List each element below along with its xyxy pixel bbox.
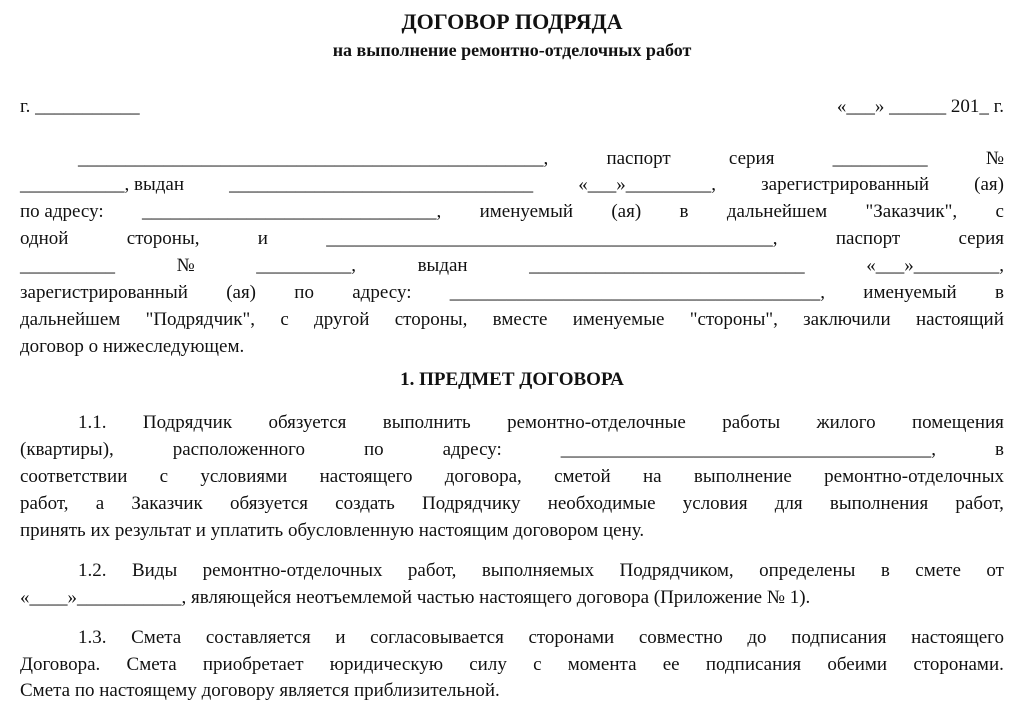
- word: работ,: [955, 493, 1004, 514]
- clause-1-3-line-3: Смета по настоящему договору является приблизительной.: [20, 680, 500, 701]
- word: _______________________________________________,: [326, 228, 778, 249]
- clause-1-1-line-1: [78, 410, 1004, 436]
- word: зарегистрированный: [761, 174, 930, 195]
- clause-1-2-line-1: [78, 558, 1004, 584]
- word: (ая): [974, 174, 1004, 195]
- document-title: ДОГОВОР ПОДРЯДА: [401, 9, 623, 34]
- word: определены: [759, 560, 856, 581]
- word: «___»_________,: [866, 255, 1004, 276]
- clause-1-3-line-1: [78, 625, 1004, 651]
- clause-1-1-line-3: [20, 464, 1004, 490]
- word: "стороны",: [689, 309, 778, 330]
- word: в: [995, 282, 1004, 303]
- word: Виды: [131, 560, 178, 581]
- word: "Заказчик",: [865, 201, 958, 222]
- word: именуемый: [479, 201, 574, 222]
- word: __________,: [256, 255, 357, 276]
- word: в: [994, 439, 1004, 460]
- word: Подрядчиком,: [619, 560, 734, 581]
- word: ремонтно-отделочных: [202, 560, 383, 581]
- word: соответствии: [20, 466, 128, 487]
- word: юридическую: [329, 654, 444, 675]
- word: смете: [915, 560, 961, 581]
- parties-line-6: [20, 280, 1004, 306]
- word: по: [363, 439, 384, 460]
- word: выполнения: [829, 493, 929, 514]
- word: договора,: [444, 466, 522, 487]
- word: _______________________________________,: [560, 439, 936, 460]
- word: сторонами: [528, 627, 615, 648]
- word: условия: [682, 493, 748, 514]
- word: с: [995, 201, 1004, 222]
- word: стороны,: [126, 228, 200, 249]
- word: _______________________________,: [141, 201, 442, 222]
- word: обязуется: [268, 412, 347, 433]
- word: работ,: [407, 560, 457, 581]
- parties-line-8: договор о нижеследующем.: [20, 336, 245, 357]
- word: ________________________________: [229, 174, 534, 195]
- word: 1.1.: [78, 412, 107, 433]
- word: "Подрядчик",: [145, 309, 256, 330]
- word: выдан: [417, 255, 468, 276]
- word: Договора.: [20, 654, 101, 675]
- word: Смета: [126, 654, 177, 675]
- word: заключили: [803, 309, 891, 330]
- word: 1.3.: [78, 627, 107, 648]
- clause-1-3-line-2: [20, 652, 1004, 678]
- word: _____________________________: [529, 255, 805, 276]
- word: адресу:: [442, 439, 502, 460]
- word: (ая): [611, 201, 642, 222]
- parties-line-4: [20, 226, 1004, 252]
- word: выполнение: [693, 466, 792, 487]
- word: до: [747, 627, 767, 648]
- word: 1.2.: [78, 560, 107, 581]
- word: Заказчик: [131, 493, 203, 514]
- word: зарегистрированный: [20, 282, 188, 303]
- word: ___________, выдан: [20, 174, 185, 195]
- word: момента: [567, 654, 637, 675]
- city-field: г. ___________: [20, 96, 140, 117]
- clause-1-2-line-2: «____»___________, являющейся неотъемлемой частью настоящего договора (Приложение № 1).: [20, 587, 811, 608]
- word: другой: [314, 309, 370, 330]
- word: с: [533, 654, 542, 675]
- word: «___»_________,: [578, 174, 717, 195]
- word: (ая): [226, 282, 257, 303]
- word: обеими: [827, 654, 888, 675]
- parties-line-2: [20, 172, 1004, 198]
- word: именуемый: [863, 282, 957, 303]
- word: работы: [722, 412, 781, 433]
- word: а: [95, 493, 105, 514]
- parties-line-3: [20, 199, 1004, 225]
- place-date-line: [20, 94, 1004, 120]
- word: стороны,: [394, 309, 468, 330]
- word: настоящего: [319, 466, 413, 487]
- word: вместе: [492, 309, 548, 330]
- word: дальнейшем: [726, 201, 828, 222]
- word: создать: [335, 493, 395, 514]
- word: именуемые: [572, 309, 665, 330]
- word: подписания: [705, 654, 802, 675]
- word: с: [280, 309, 289, 330]
- word: ремонтно-отделочные: [507, 412, 686, 433]
- word: сторонами.: [913, 654, 1004, 675]
- word: _______________________________________,: [449, 282, 825, 303]
- word: приобретает: [202, 654, 304, 675]
- word: помещения: [912, 412, 1004, 433]
- parties-line-1: [78, 146, 1004, 172]
- word: совместно: [638, 627, 723, 648]
- word: и: [335, 627, 346, 648]
- word: жилого: [816, 412, 876, 433]
- word: ее: [662, 654, 680, 675]
- word: сметой: [554, 466, 611, 487]
- date-field: «___» ______ 201_ г.: [836, 96, 1004, 117]
- word: необходимые: [547, 493, 656, 514]
- clause-1-1-line-4: [20, 491, 1004, 517]
- word: настоящий: [915, 309, 1004, 330]
- word: _________________________________________________,: [78, 148, 549, 169]
- word: в: [679, 201, 689, 222]
- word: по адресу:: [20, 201, 104, 222]
- word: __________: [20, 255, 115, 276]
- word: серия: [728, 148, 775, 169]
- parties-line-5: [20, 253, 1004, 279]
- word: для: [774, 493, 803, 514]
- word: обязуется: [230, 493, 308, 514]
- document-subtitle: на выполнение ремонтно-отделочных работ: [332, 40, 692, 60]
- word: на: [642, 466, 662, 487]
- word: №: [985, 148, 1004, 169]
- word: Подрядчик: [142, 412, 233, 433]
- word: настоящего: [911, 627, 1004, 648]
- word: Смета: [131, 627, 182, 648]
- word: подписания: [791, 627, 887, 648]
- word: с: [159, 466, 169, 487]
- parties-line-7: [20, 307, 1004, 333]
- word: выполнить: [382, 412, 471, 433]
- word: от: [986, 560, 1004, 581]
- word: составляется: [205, 627, 311, 648]
- word: паспорт: [835, 228, 901, 249]
- section-1-heading: 1. ПРЕДМЕТ ДОГОВОРА: [400, 369, 624, 390]
- word: адресу:: [352, 282, 412, 303]
- word: дальнейшем: [20, 309, 121, 330]
- word: Подрядчику: [422, 493, 521, 514]
- word: по: [294, 282, 314, 303]
- word: согласовывается: [370, 627, 504, 648]
- word: ремонтно-отделочных: [824, 466, 1004, 487]
- word: в: [880, 560, 890, 581]
- word: работ,: [20, 493, 69, 514]
- word: (квартиры),: [20, 439, 114, 460]
- word: паспорт: [606, 148, 671, 169]
- word: серия: [958, 228, 1004, 249]
- word: выполняемых: [481, 560, 595, 581]
- word: и: [257, 228, 268, 249]
- clause-1-1-line-2: [20, 437, 1004, 463]
- word: силу: [469, 654, 507, 675]
- word: одной: [20, 228, 69, 249]
- word: расположенного: [172, 439, 305, 460]
- word: условиями: [200, 466, 288, 487]
- word: __________: [832, 148, 928, 169]
- clause-1-1-line-5: принять их результат и уплатить обусловленную настоящим договором цену.: [20, 520, 645, 541]
- word: №: [176, 255, 195, 276]
